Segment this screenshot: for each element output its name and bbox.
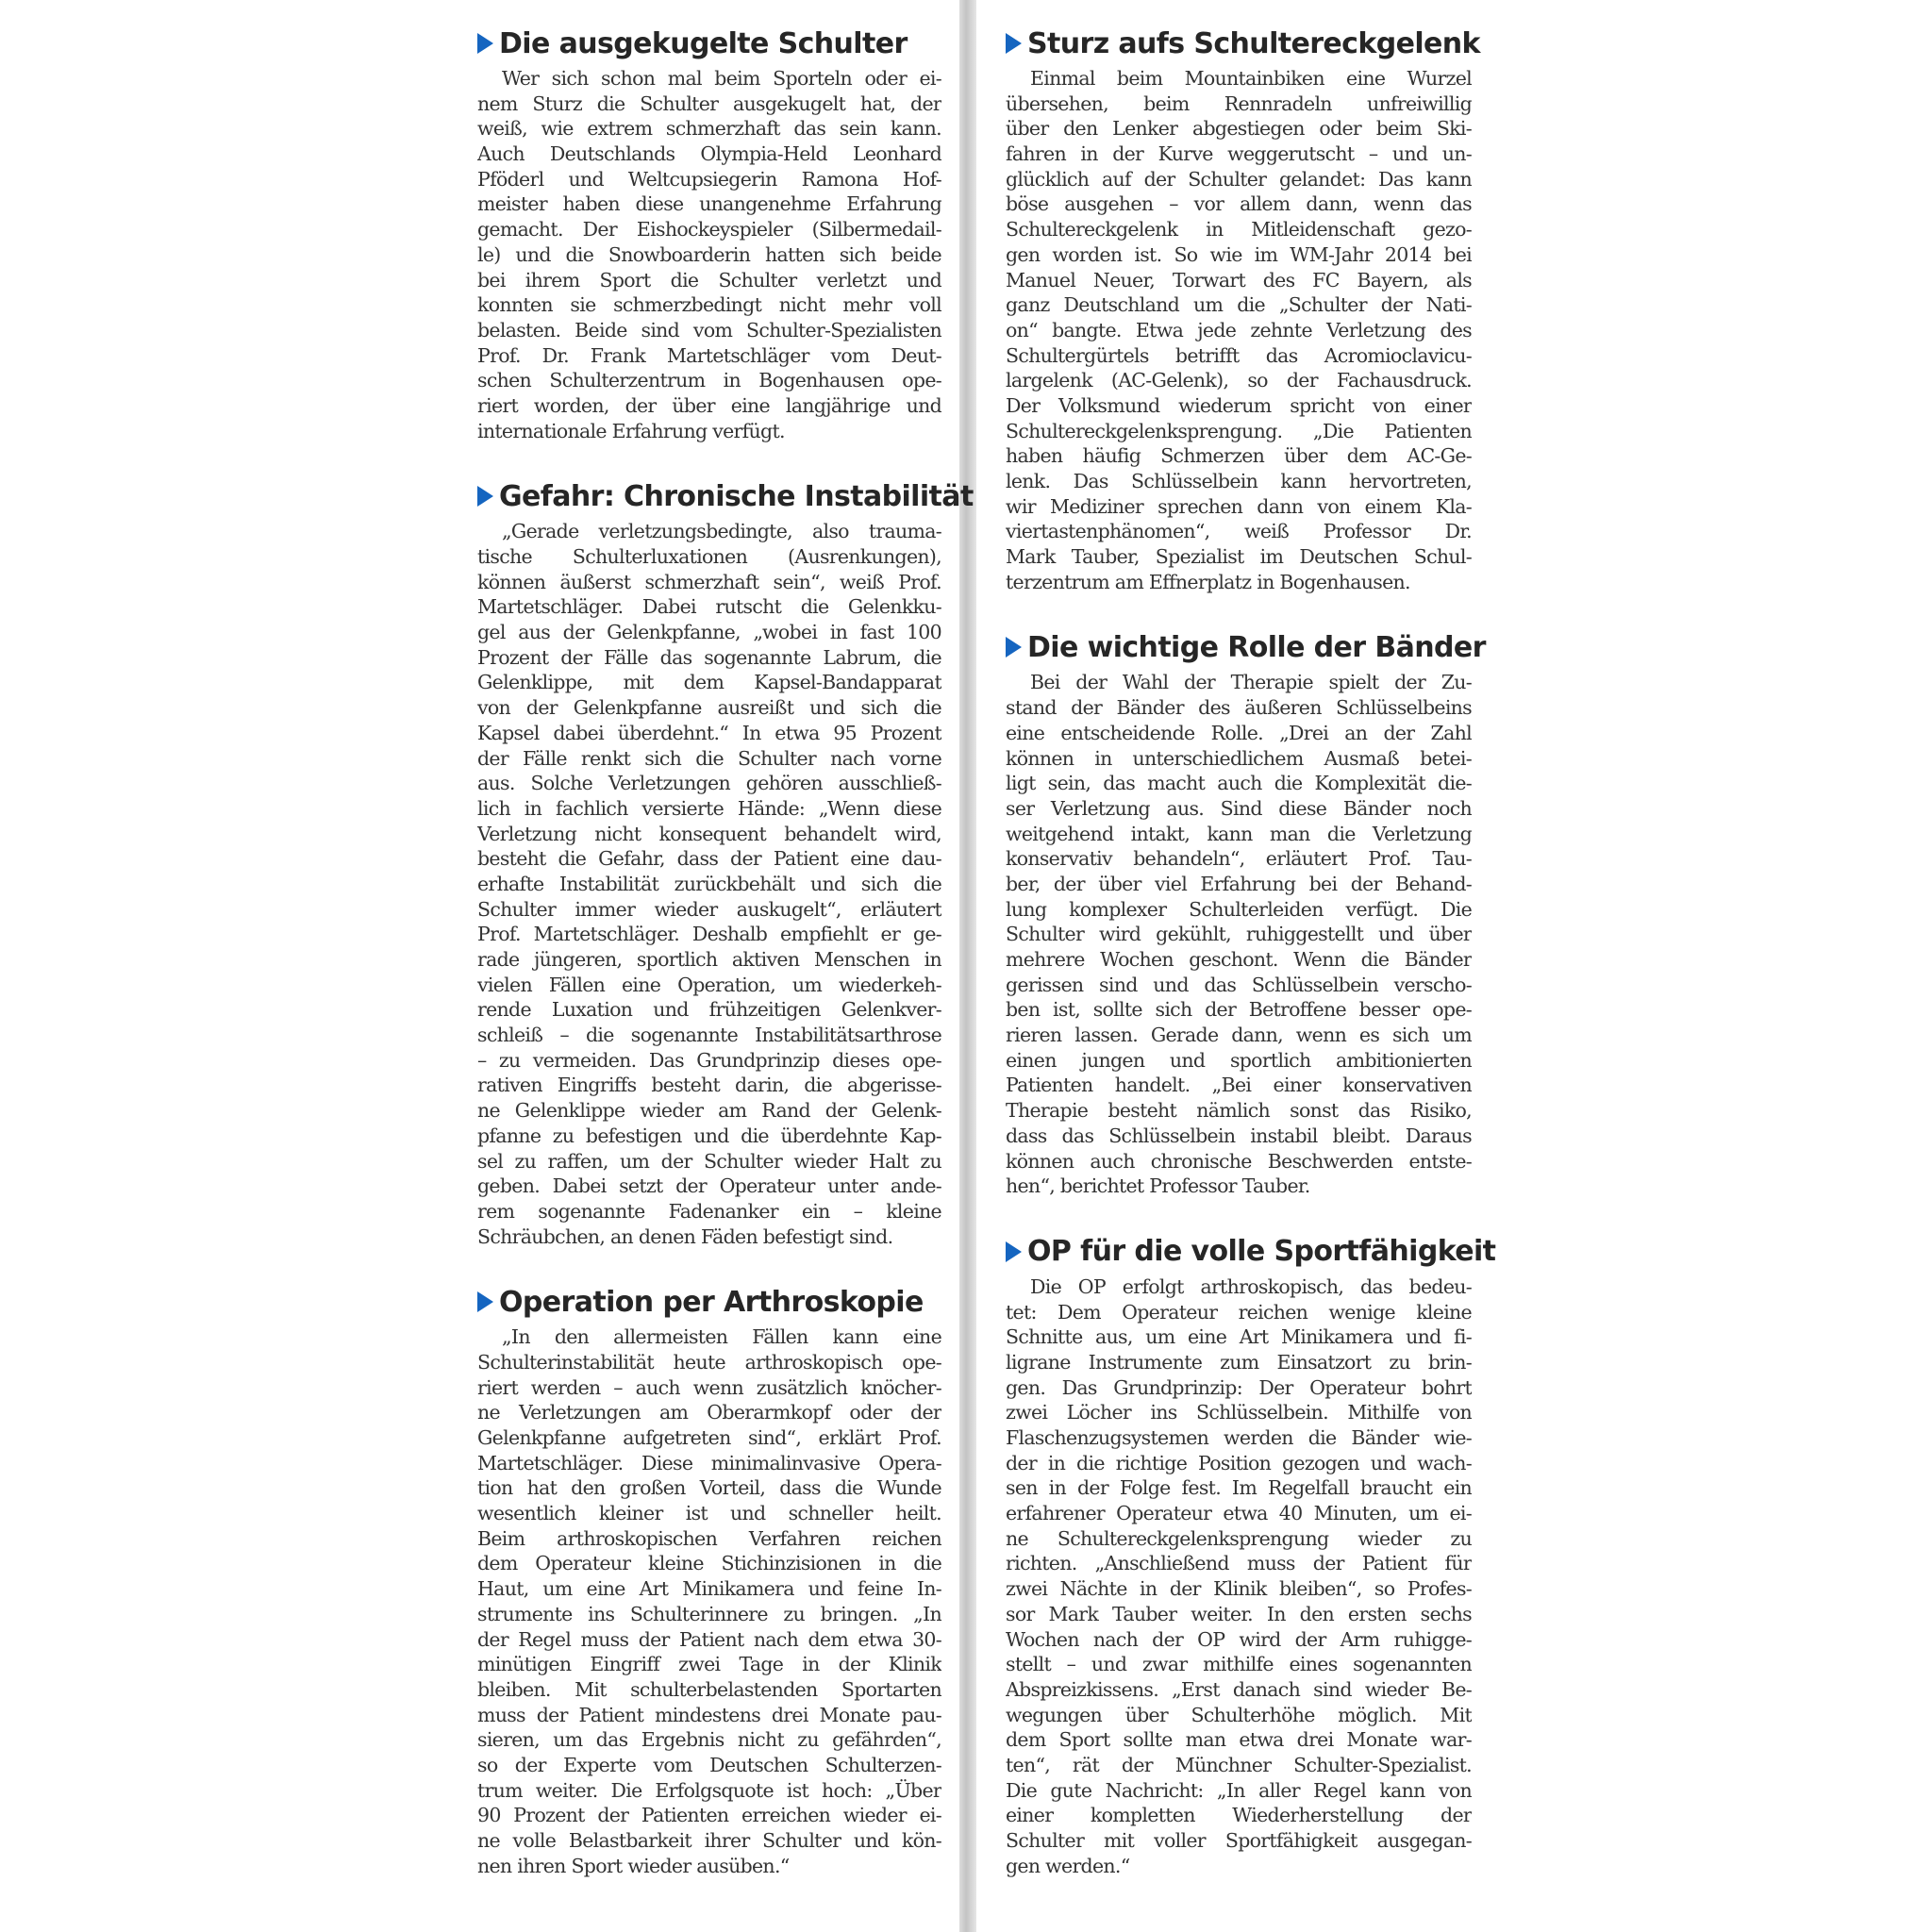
text-line: Bei der Wahl der Therapie spielt der Zu- [1030,671,1472,694]
section-heading-text: Die wichtige Rolle der Bänder [1027,630,1486,664]
text-line: rade jüngeren, sportlich aktiven Menschen in [477,948,941,971]
text-line: Abspreizkissens. „Erst danach sind wieder Be- [1006,1677,1472,1701]
text-line: ligrane Instrumente zum Einsatzort zu brin- [1006,1350,1472,1374]
text-line: Patienten handelt. „Bei einer konservativen [1006,1074,1472,1097]
text-line: können äußerst schmerzhaft sein“, weiß Prof. [477,570,941,593]
text-line: konnten sie schmerzbedingt nicht mehr voll [477,293,941,317]
section-heading [1006,23,1480,64]
triangle-bullet-icon [1006,1241,1022,1262]
text-line: ne Schultereckgelenksprengung wieder zu [1006,1526,1472,1550]
text-line: ligt sein, das macht auch die Komplexität die- [1006,772,1472,795]
text-line: wir Mediziner sprechen dann von einem Kla- [1006,494,1472,518]
text-line: ganz Deutschland um die „Schulter der Nati- [1006,293,1472,317]
article-section [1006,626,1486,1198]
text-line: hen“, berichtet Professor Tauber. [1006,1174,1310,1198]
text-line: trum weiter. Die Erfolgsquote ist hoch: „Über [477,1778,941,1802]
triangle-bullet-icon [477,1291,493,1312]
text-line: ne volle Belastbarkeit ihrer Schulter und kön- [477,1829,941,1852]
text-line: besteht die Gefahr, dass der Patient eine dau- [477,847,941,871]
text-line: Manuel Neuer, Torwart des FC Bayern, als [1006,268,1472,291]
text-line: gen worden ist. So wie im WM-Jahr 2014 bei [1006,242,1472,266]
text-line: belasten. Beide sind vom Schulter-Spezialisten [477,318,941,341]
text-line: Prof. Martetschläger. Deshalb empfiehlt er ge- [477,923,941,946]
text-line: meister haben diese unangenehme Erfahrung [477,192,941,216]
section-body [477,1324,941,1878]
text-line: nen ihren Sport wieder ausüben.“ [477,1854,790,1877]
text-line: dass das Schlüsselbein instabil bleibt. Daraus [1006,1124,1472,1147]
text-line: ber, der über viel Erfahrung bei der Behand- [1006,872,1472,895]
text-line: le) und die Snowboarderin hatten sich beide [477,242,941,266]
text-line: rieren lassen. Gerade dann, wenn es sich um [1006,1024,1472,1047]
section-heading [1006,626,1486,668]
text-line: Schulter wird gekühlt, ruhiggestellt und über [1006,923,1472,946]
text-line: aus. Solche Verletzungen gehören ausschließ- [477,772,941,795]
triangle-bullet-icon [1006,637,1022,658]
text-line: weitgehend intakt, kann man die Verletzung [1006,822,1472,845]
text-line: ser Verletzung aus. Sind diese Bänder noch [1006,796,1472,820]
text-line: weiß, wie extrem schmerzhaft das sein kann. [477,117,941,141]
triangle-bullet-icon [477,486,493,507]
text-line: on“ bangte. Etwa jede zehnte Verletzung des [1006,318,1472,341]
section-heading-text: Die ausgekugelte Schulter [499,26,908,60]
text-line: Wochen nach der OP wird der Arm ruhigge- [1006,1627,1472,1651]
text-line: der Fälle renkt sich die Schulter nach vorne [477,746,941,770]
text-line: gel aus der Gelenkpfanne, „wobei in fast 100 [477,621,941,644]
text-line: zwei Löcher ins Schlüsselbein. Mithilfe von [1006,1401,1472,1424]
text-line: Martetschläger. Diese minimalinvasive Opera- [477,1451,941,1474]
text-line: stand der Bänder des äußeren Schlüsselbeins [1006,696,1472,720]
text-line: ten“, rät der Münchner Schulter-Spezialist. [1006,1753,1472,1776]
text-line: geben. Dabei setzt der Operateur unter ande- [477,1174,941,1198]
text-line: erfahrener Operateur etwa 40 Minuten, um ei- [1006,1502,1472,1525]
text-line: können auch chronische Beschwerden entste- [1006,1149,1472,1173]
text-line: pfanne zu befestigen und die überdehnte Kap- [477,1124,941,1147]
text-line: sieren, um das Ergebnis nicht zu gefährden“, [477,1728,941,1752]
text-line: tet: Dem Operateur reichen wenige kleine [1006,1300,1472,1324]
text-line: können in unterschiedlichem Ausmaß betei- [1006,746,1472,770]
text-line: lich in fachlich versierte Hände: „Wenn diese [477,796,941,820]
text-line: 90 Prozent der Patienten erreichen wieder ei- [477,1804,941,1827]
text-line: Kapsel dabei überdehnt.“ In etwa 95 Prozent [477,721,941,744]
text-line: bleiben. Mit schulterbelastenden Sportarten [477,1677,941,1701]
text-line: stellt – und zwar mithilfe eines sogenannten [1006,1653,1472,1676]
text-line: Der Volksmund wiederum spricht von einer [1006,393,1472,417]
section-heading-text: Sturz aufs Schultereckgelenk [1027,26,1480,60]
text-line: der in die richtige Position gezogen und wach- [1006,1451,1472,1474]
text-line: böse ausgehen – vor allem dann, wenn das [1006,192,1472,216]
triangle-bullet-icon [1006,33,1022,54]
text-line: nem Sturz die Schulter ausgekugelt hat, der [477,92,941,115]
article-section [477,1281,941,1878]
text-line: „Gerade verletzungsbedingte, also trauma- [502,520,941,543]
text-line: gen werden.“ [1006,1854,1130,1877]
text-line: dem Operateur kleine Stichinzisionen in die [477,1552,941,1575]
text-line: internationale Erfahrung verfügt. [477,419,785,442]
text-line: Schulter mit voller Sportfähigkeit ausgegan- [1006,1829,1472,1852]
text-line: haben häufig Schmerzen über dem AC-Ge- [1006,444,1472,468]
text-line: Beim arthroskopischen Verfahren reichen [477,1526,941,1550]
text-line: muss der Patient mindestens drei Monate pau- [477,1703,941,1726]
text-line: schleiß – die sogenannte Instabilitätsarthrose [477,1024,941,1047]
text-line: Auch Deutschlands Olympia-Held Leonhard [477,142,941,166]
text-line: tische Schulterluxationen (Ausrenkungen), [477,545,941,568]
text-line: Haut, um eine Art Minikamera und feine In- [477,1577,941,1601]
text-line: konservativ behandeln“, erläutert Prof. Tau- [1006,847,1472,871]
text-line: Prof. Dr. Frank Martetschläger vom Deut- [477,343,941,367]
text-line: rende Luxation und frühzeitigen Gelenkver- [477,998,941,1022]
text-line: ben ist, sollte sich der Betroffene besser ope- [1006,998,1472,1022]
section-body [1006,1274,1472,1879]
text-line: dem Sport sollte man etwa drei Monate war- [1006,1728,1472,1752]
text-line: Therapie besteht nämlich sonst das Risiko, [1006,1099,1472,1123]
text-line: glücklich auf der Schulter gelandet: Das kann [1006,167,1472,191]
section-heading-text: Operation per Arthroskopie [499,1285,924,1319]
text-line: largelenk (AC-Gelenk), so der Fachausdruck. [1006,369,1472,392]
text-line: fahren in der Kurve weggerutscht – und un- [1006,142,1472,166]
text-line: Schulter immer wieder auskugelt“, erläutert [477,897,941,921]
text-line: von der Gelenkpfanne ausreißt und sich die [477,696,941,720]
column-divider [959,0,976,1932]
text-line: Schultereckgelenk in Mitleidenschaft gezo- [1006,218,1472,242]
text-line: Gelenklippe, mit dem Kapsel-Bandapparat [477,671,941,694]
section-body [1006,66,1472,594]
text-line: zwei Nächte in der Klinik bleiben“, so Profes- [1006,1577,1472,1601]
text-line: vielen Fällen eine Operation, um wiederkeh- [477,973,941,996]
text-line: ne Verletzungen am Oberarmkopf oder der [477,1401,941,1424]
text-line: rem sogenannte Fadenanker ein – kleine [477,1199,941,1223]
text-line: Einmal beim Mountainbiken eine Wurzel [1030,67,1472,90]
column-left [477,23,974,1910]
text-line: Schulterinstabilität heute arthroskopisch ope- [477,1350,941,1374]
text-line: mehrere Wochen geschont. Wenn die Bänder [1006,948,1472,971]
text-line: „In den allermeisten Fällen kann eine [502,1325,941,1349]
text-line: terzentrum am Effnerplatz in Bogenhausen. [1006,570,1410,593]
text-line: sor Mark Tauber weiter. In den ersten sechs [1006,1602,1472,1625]
text-line: minütigen Eingriff zwei Tage in der Klinik [477,1653,941,1676]
article-section [1006,23,1480,594]
text-line: Pföderl und Weltcupsiegerin Ramona Hof- [477,167,941,191]
text-line: riert werden – auch wenn zusätzlich knöcher- [477,1375,941,1399]
text-line: sel zu raffen, um der Schulter wieder Halt zu [477,1149,941,1173]
text-line: der Regel muss der Patient nach dem etwa 30- [477,1627,941,1651]
section-heading [477,1281,941,1323]
section-body [477,519,941,1249]
text-line: bei ihrem Sport die Schulter verletzt und [477,268,941,291]
text-line: Schultereckgelenksprengung. „Die Patienten [1006,419,1472,442]
text-line: einen jungen und sportlich ambitionierten [1006,1048,1472,1072]
text-line: Gelenkpfanne aufgetreten sind“, erklärt Prof. [477,1426,941,1449]
text-line: gerissen sind und das Schlüsselbein verscho- [1006,973,1472,996]
text-line: einer kompletten Wiederherstellung der [1006,1804,1472,1827]
text-line: Schultergürtels betrifft das Acromioclavicu- [1006,343,1472,367]
section-heading-text: OP für die volle Sportfähigkeit [1027,1235,1496,1269]
text-line: schen Schulterzentrum in Bogenhausen ope- [477,369,941,392]
text-line: Verletzung nicht konsequent behandelt wird, [477,822,941,845]
text-line: Prozent der Fälle das sogenannte Labrum, die [477,645,941,669]
text-line: – zu vermeiden. Das Grundprinzip dieses ope- [477,1048,941,1072]
text-line: strumente ins Schulterinnere zu bringen. „In [477,1602,941,1625]
text-line: gemacht. Der Eishockeyspieler (Silbermedail- [477,218,941,242]
section-heading [1006,1231,1496,1273]
text-line: Martetschläger. Dabei rutscht die Gelenkku- [477,595,941,619]
text-line: Mark Tauber, Spezialist im Deutschen Schul- [1006,545,1472,569]
text-line: wesentlich kleiner ist und schneller heilt. [477,1502,941,1525]
text-line: Wer sich schon mal beim Sporteln oder ei- [502,67,941,90]
text-line: wegungen über Schulterhöhe möglich. Mit [1006,1703,1472,1726]
text-line: so der Experte vom Deutschen Schulterzen- [477,1753,941,1776]
text-line: Flaschenzugsystemen werden die Bänder wie- [1006,1426,1472,1449]
text-line: erhafte Instabilität zurückbehält und sich die [477,872,941,895]
article-section [1006,1231,1496,1879]
section-heading-text: Gefahr: Chronische Instabilität [499,479,974,513]
text-line: richten. „Anschließend muss der Patient für [1006,1552,1472,1575]
text-line: viertastenphänomen“, weiß Professor Dr. [1006,520,1472,543]
text-line: über den Lenker abgestiegen oder beim Ski- [1006,117,1472,141]
text-line: Schnitte aus, um eine Art Minikamera und fi- [1006,1325,1472,1349]
section-heading [477,23,941,64]
article-section [477,23,941,443]
text-line: tion hat den großen Vorteil, dass die Wunde [477,1476,941,1500]
text-line: sen in der Folge fest. Im Regelfall braucht ein [1006,1476,1472,1500]
text-line: riert worden, der über eine langjährige und [477,393,941,417]
text-line: rativen Eingriffs besteht darin, die abgerisse- [477,1074,941,1097]
section-heading [477,475,974,517]
text-line: ne Gelenklippe wieder am Rand der Gelenk- [477,1099,941,1123]
article-section [477,475,974,1249]
text-line: übersehen, beim Rennradeln unfreiwillig [1006,92,1472,115]
text-line: lung komplexer Schulterleiden verfügt. Die [1006,897,1472,921]
section-body [477,66,941,443]
text-line: eine entscheidende Rolle. „Drei an der Zahl [1006,721,1472,744]
text-line: Schräubchen, an denen Fäden befestigt sind. [477,1224,893,1248]
text-line: Die gute Nachricht: „In aller Regel kann von [1006,1778,1472,1802]
text-line: Die OP erfolgt arthroskopisch, das bedeu- [1030,1274,1472,1298]
column-right [1006,23,1496,1910]
section-body [1006,670,1472,1198]
text-line: gen. Das Grundprinzip: Der Operateur bohrt [1006,1375,1472,1399]
triangle-bullet-icon [477,33,493,54]
text-line: lenk. Das Schlüsselbein kann hervortreten, [1006,470,1472,492]
